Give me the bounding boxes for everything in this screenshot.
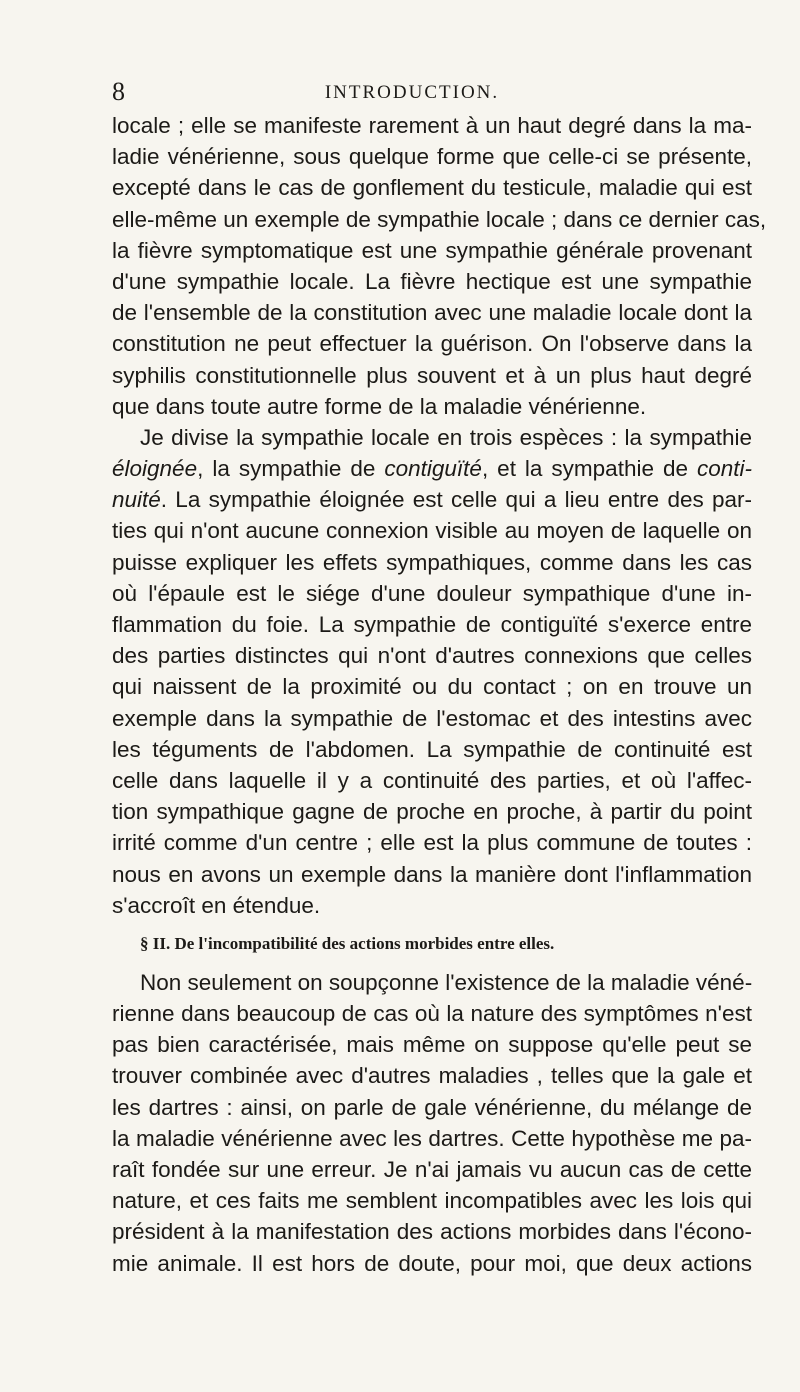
text-line: pas bien caractérisée, mais même on suppose qu'elle peut se — [112, 1032, 752, 1058]
page-number: 8 — [112, 77, 125, 106]
text-line: la fièvre symptomatique est une sympathie générale provenant — [112, 237, 752, 263]
page-header — [112, 78, 712, 106]
text-line: des parties distinctes qui n'ont d'autres connexions que celles — [112, 643, 752, 669]
text-line: nature, et ces faits me semblent incompatibles avec les lois qui — [112, 1188, 752, 1214]
text-line: syphilis constitutionnelle plus souvent et à un plus haut degré — [112, 362, 752, 388]
text-line: que dans toute autre forme de la maladie vénérienne. — [112, 393, 647, 419]
italic-term: conti- — [696, 456, 752, 482]
text-line: ties qui n'ont aucune connexion visible au moyen de laquelle on — [112, 518, 752, 544]
text-line: constitution ne peut effectuer la guérison. On l'observe dans la — [112, 331, 752, 357]
text-line: locale ; elle se manifeste rarement à un haut degré dans la ma- — [112, 113, 752, 138]
italic-term: éloignée — [112, 456, 198, 482]
text-line: celle dans laquelle il y a continuité des parties, et où l'affec- — [112, 767, 752, 793]
text-line: trouver combinée avec d'autres maladies , telles que la gale et — [112, 1063, 752, 1089]
text-line: de l'ensemble de la constitution avec une maladie locale dont la — [112, 300, 752, 326]
text-line: rienne dans beaucoup de cas où la nature des symptômes n'est — [112, 1001, 752, 1027]
text-line: Non seulement on soupçonne l'existence de la maladie véné- — [140, 969, 753, 995]
text-line: d'une sympathie locale. La fièvre hectique est une sympathie — [112, 268, 752, 294]
text-fragment: , la sympathie de — [197, 456, 385, 482]
text-line: puisse expliquer les effets sympathiques, comme dans les cas — [112, 549, 752, 575]
text-line: elle-même un exemple de sympathie locale ; dans ce dernier cas, — [112, 206, 767, 232]
text-line: président à la manifestation des actions morbides dans l'écono- — [112, 1219, 752, 1245]
text-line: irrité comme d'un centre ; elle est la plus commune de toutes : — [112, 830, 752, 856]
text-line — [112, 484, 752, 515]
text-line: exemple dans la sympathie de l'estomac et des intestins avec — [112, 705, 752, 731]
text-line: tion sympathique gagne de proche en proche, à partir du point — [112, 799, 752, 825]
page-body — [112, 110, 767, 1279]
text-line: mie animale. Il est hors de doute, pour moi, que deux actions — [112, 1250, 752, 1276]
text-line: excepté dans le cas de gonflement du testicule, maladie qui est — [112, 175, 752, 201]
running-head: INTRODUCTION. — [324, 82, 500, 103]
text-line — [112, 453, 752, 484]
italic-term: contiguïté — [384, 456, 482, 482]
text-line: flammation du foie. La sympathie de contiguïté s'exerce entre — [112, 612, 752, 637]
section-heading: § II. De l'incompatibilité des actions morbides entre elles. — [140, 933, 555, 953]
text-fragment: . La sympathie éloignée est celle qui a lieu entre des par- — [160, 487, 752, 513]
text-line: nous en avons un exemple dans la manière dont l'inflammation — [112, 861, 752, 887]
italic-term: nuité — [112, 487, 161, 513]
text-line: s'accroît en étendue. — [112, 892, 321, 918]
text-line: ladie vénérienne, sous quelque forme que celle-ci se présente, — [112, 144, 752, 170]
text-line: la maladie vénérienne avec les dartres. Cette hypothèse me pa- — [112, 1125, 752, 1151]
text-line: raît fondée sur une erreur. Je n'ai jamais vu aucun cas de cette — [112, 1157, 752, 1182]
text-fragment: , et la sympathie de — [481, 456, 697, 482]
text-line: les téguments de l'abdomen. La sympathie de continuité est — [112, 736, 752, 762]
text-line: où l'épaule est le siége d'une douleur sympathique d'une in- — [112, 580, 752, 606]
text-line: les dartres : ainsi, on parle de gale vénérienne, du mélange de — [112, 1094, 752, 1120]
text-line: qui naissent de la proximité ou du contact ; on en trouve un — [112, 674, 752, 700]
text-line: Je divise la sympathie locale en trois espèces : la sympathie — [140, 424, 752, 450]
